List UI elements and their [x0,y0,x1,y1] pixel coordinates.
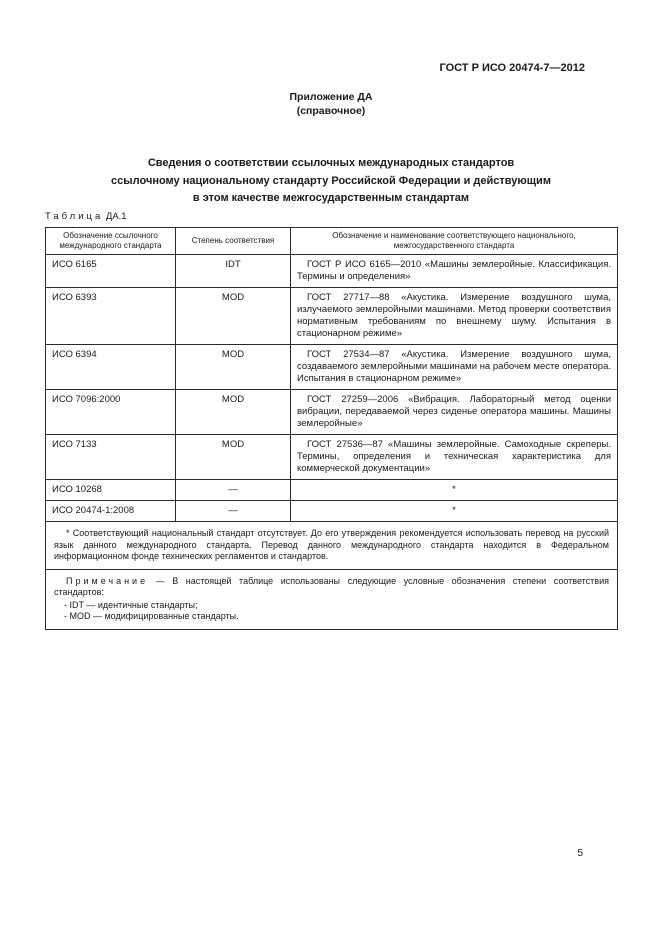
table-row [46,480,618,501]
appendix-title: Приложение ДА [289,91,373,103]
cell-national: ГОСТ 27717—88 «Акустика. Измерение воздушного шума, излучаемого землеройными машинами. Метод проверки соответствия нормативным требованиям по внешнему шуму. Испытания в стационарном режиме» [291,288,618,345]
cell-national: ГОСТ 27534—87 «Акустика. Измерение воздушного шума, создаваемого землеройными машинами на рабочем месте оператора. Испытания в стационарном режиме» [291,345,618,390]
appendix-heading [21,90,641,118]
note-body: — В настоящей таблице использованы следующие условные обозначения степени соответствия стандартов: [54,575,609,597]
cell-national: ГОСТ Р ИСО 6165—2010 «Машины землеройные. Классификация. Термины и определения» [291,255,618,288]
table-row [46,435,618,480]
cell-designation: ИСО 7096:2000 [46,390,176,435]
table-caption [45,211,127,222]
cell-degree: MOD [176,345,291,390]
cell-designation: ИСО 6165 [46,255,176,288]
table-row [46,255,618,288]
table-caption-word: Таблица [45,211,104,222]
correspondence-table [45,227,618,630]
table-row [46,501,618,522]
cell-national: * [291,480,618,501]
note-text [54,576,609,599]
table-caption-number: ДА.1 [105,211,127,222]
header-national-standard: Обозначение и наименование соответствующего национального, межгосударственного стандарта [291,228,618,255]
table-header-row [46,228,618,255]
table-row [46,390,618,435]
cell-designation: ИСО 7133 [46,435,176,480]
cell-national: ГОСТ 27536—87 «Машины землеройные. Самоходные скреперы. Термины, определения и техническая характеристика для коммерческой документации» [291,435,618,480]
page-number: 5 [577,848,583,859]
title-line-3: в этом качестве межгосударственным стандартам [192,192,470,204]
cell-degree: MOD [176,288,291,345]
note-label: Примечание [66,575,149,586]
title-line-1: Сведения о соответствии ссылочных международных стандартов [147,157,515,169]
cell-designation: ИСО 6394 [46,345,176,390]
cell-designation: ИСО 10268 [46,480,176,501]
cell-degree: IDT [176,255,291,288]
table-footnote-cell [46,522,618,570]
appendix-subtitle: (справочное) [296,105,366,117]
page-title [45,155,617,208]
table-note-row [46,569,618,629]
note-item: - IDT — идентичные стандарты; [64,599,198,610]
table-footnote-row [46,522,618,570]
table-row [46,345,618,390]
header-correspondence-degree: Степень соответствия [176,228,291,255]
cell-degree: — [176,501,291,522]
cell-degree: MOD [176,435,291,480]
footnote-text: * Соответствующий национальный стандарт отсутствует. До его утверждения рекомендуется использовать перевод на русский язык данного международного стандарта. Перевод данного международного стандарта находится в Федеральном информационном фонде технических регламентов и стандартов. [54,528,609,561]
table-row [46,288,618,345]
cell-national: * [291,501,618,522]
cell-designation: ИСО 20474-1:2008 [46,501,176,522]
cell-degree: — [176,480,291,501]
doc-number: ГОСТ Р ИСО 20474-7—2012 [439,62,585,74]
cell-designation: ИСО 6393 [46,288,176,345]
cell-national: ГОСТ 27259—2006 «Вибрация. Лабораторный метод оценки вибрации, передаваемой через сиденье оператора машины. Машины землеройные» [291,390,618,435]
cell-degree: MOD [176,390,291,435]
note-item: - MOD — модифицированные стандарты. [64,611,239,621]
header-international-standard: Обозначение ссылочного международного стандарта [46,228,176,255]
title-line-2: ссылочному национальному стандарту Российской Федерации и действующим [111,174,551,187]
table-note-cell [46,569,618,629]
